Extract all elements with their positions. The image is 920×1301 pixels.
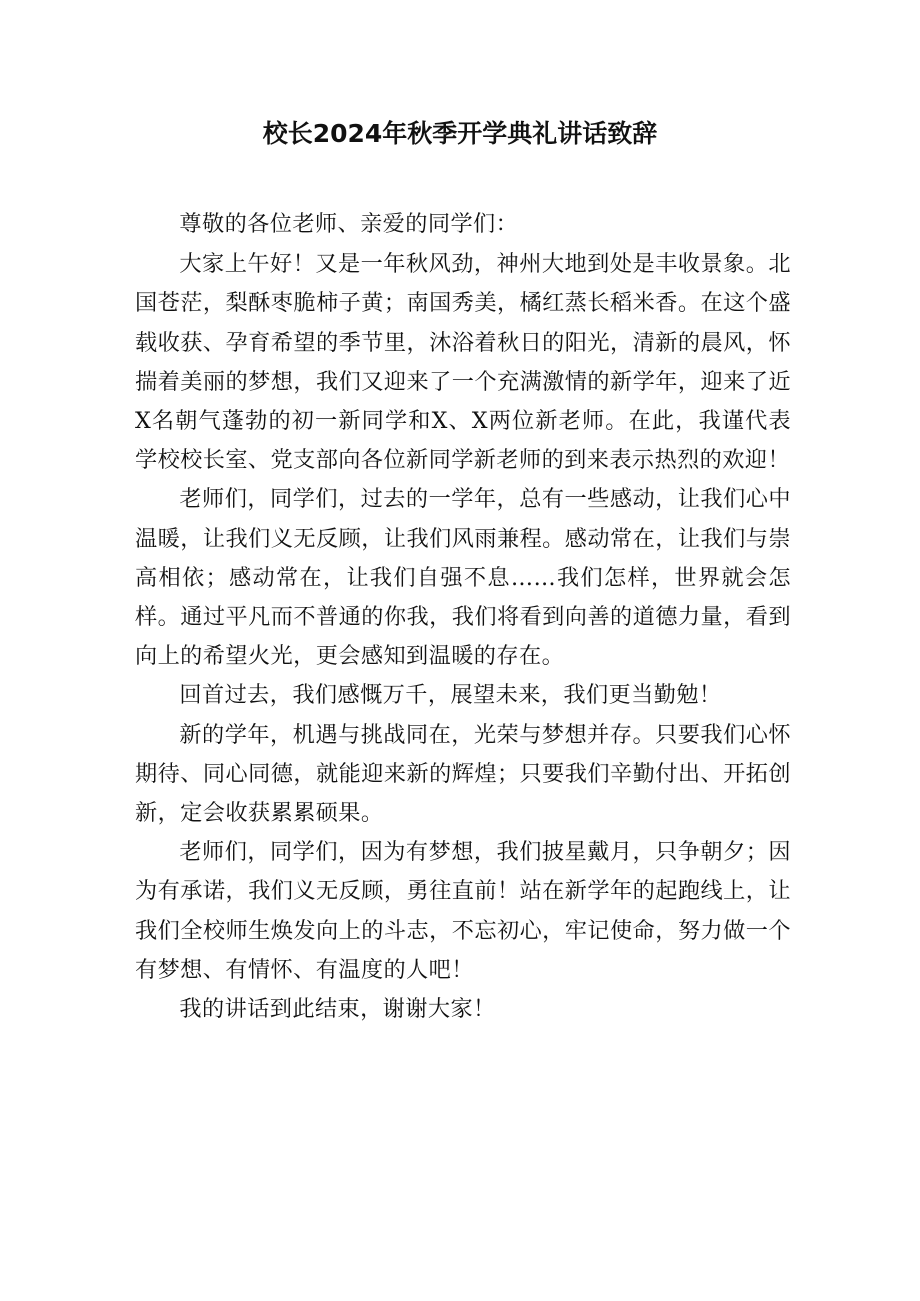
paragraph-look-back: 回首过去，我们感慨万千，展望未来，我们更当勤勉！ xyxy=(179,682,722,709)
paragraph-new-year: 新的学年，机遇与挑战同在，光荣与梦想并存。只要我们心怀期待、同心同德，就能迎来新的辉煌；只要我们辛勤付出、开拓创新，定会收获累累硕果。 xyxy=(135,721,791,827)
document-body xyxy=(135,205,791,1029)
paragraph-closing: 我的讲话到此结束，谢谢大家！ xyxy=(179,996,496,1023)
paragraph-dreams: 老师们，同学们，因为有梦想，我们披星戴月，只争朝夕；因为有承诺，我们义无反顾，勇往直前！站在新学年的起跑线上，让我们全校师生焕发向上的斗志，不忘初心，牢记使命，努力做一个有梦想、有情怀、有温度的人吧！ xyxy=(135,839,791,983)
paragraph-greeting-welcome: 大家上午好！又是一年秋风劲，神州大地到处是丰收景象。北国苍茫，梨酥枣脆柿子黄；南国秀美，橘红蒸长稻米香。在这个盛载收获、孕育希望的季节里，沐浴着秋日的阳光，清新的晨风，怀揣着美丽的梦想，我们又迎来了一个充满激情的新学年，迎来了近X名朝气蓬勃的初一新同学和X、X两位新老师。在此，我谨代表学校校长室、党支部向各位新同学新老师的到来表示热烈的欢迎！ xyxy=(135,251,791,474)
document-title: 校长2024年秋季开学典礼讲话致辞 xyxy=(262,119,658,148)
paragraph-past-year: 老师们，同学们，过去的一学年，总有一些感动，让我们心中温暖，让我们义无反顾，让我们风雨兼程。感动常在，让我们与崇高相依；感动常在，让我们自强不息……我们怎样，世界就会怎样。通过平凡而不普通的你我，我们将看到向善的道德力量，看到向上的希望火光，更会感知到温暖的存在。 xyxy=(135,486,791,670)
salutation: 尊敬的各位老师、亲爱的同学们： xyxy=(179,211,519,237)
